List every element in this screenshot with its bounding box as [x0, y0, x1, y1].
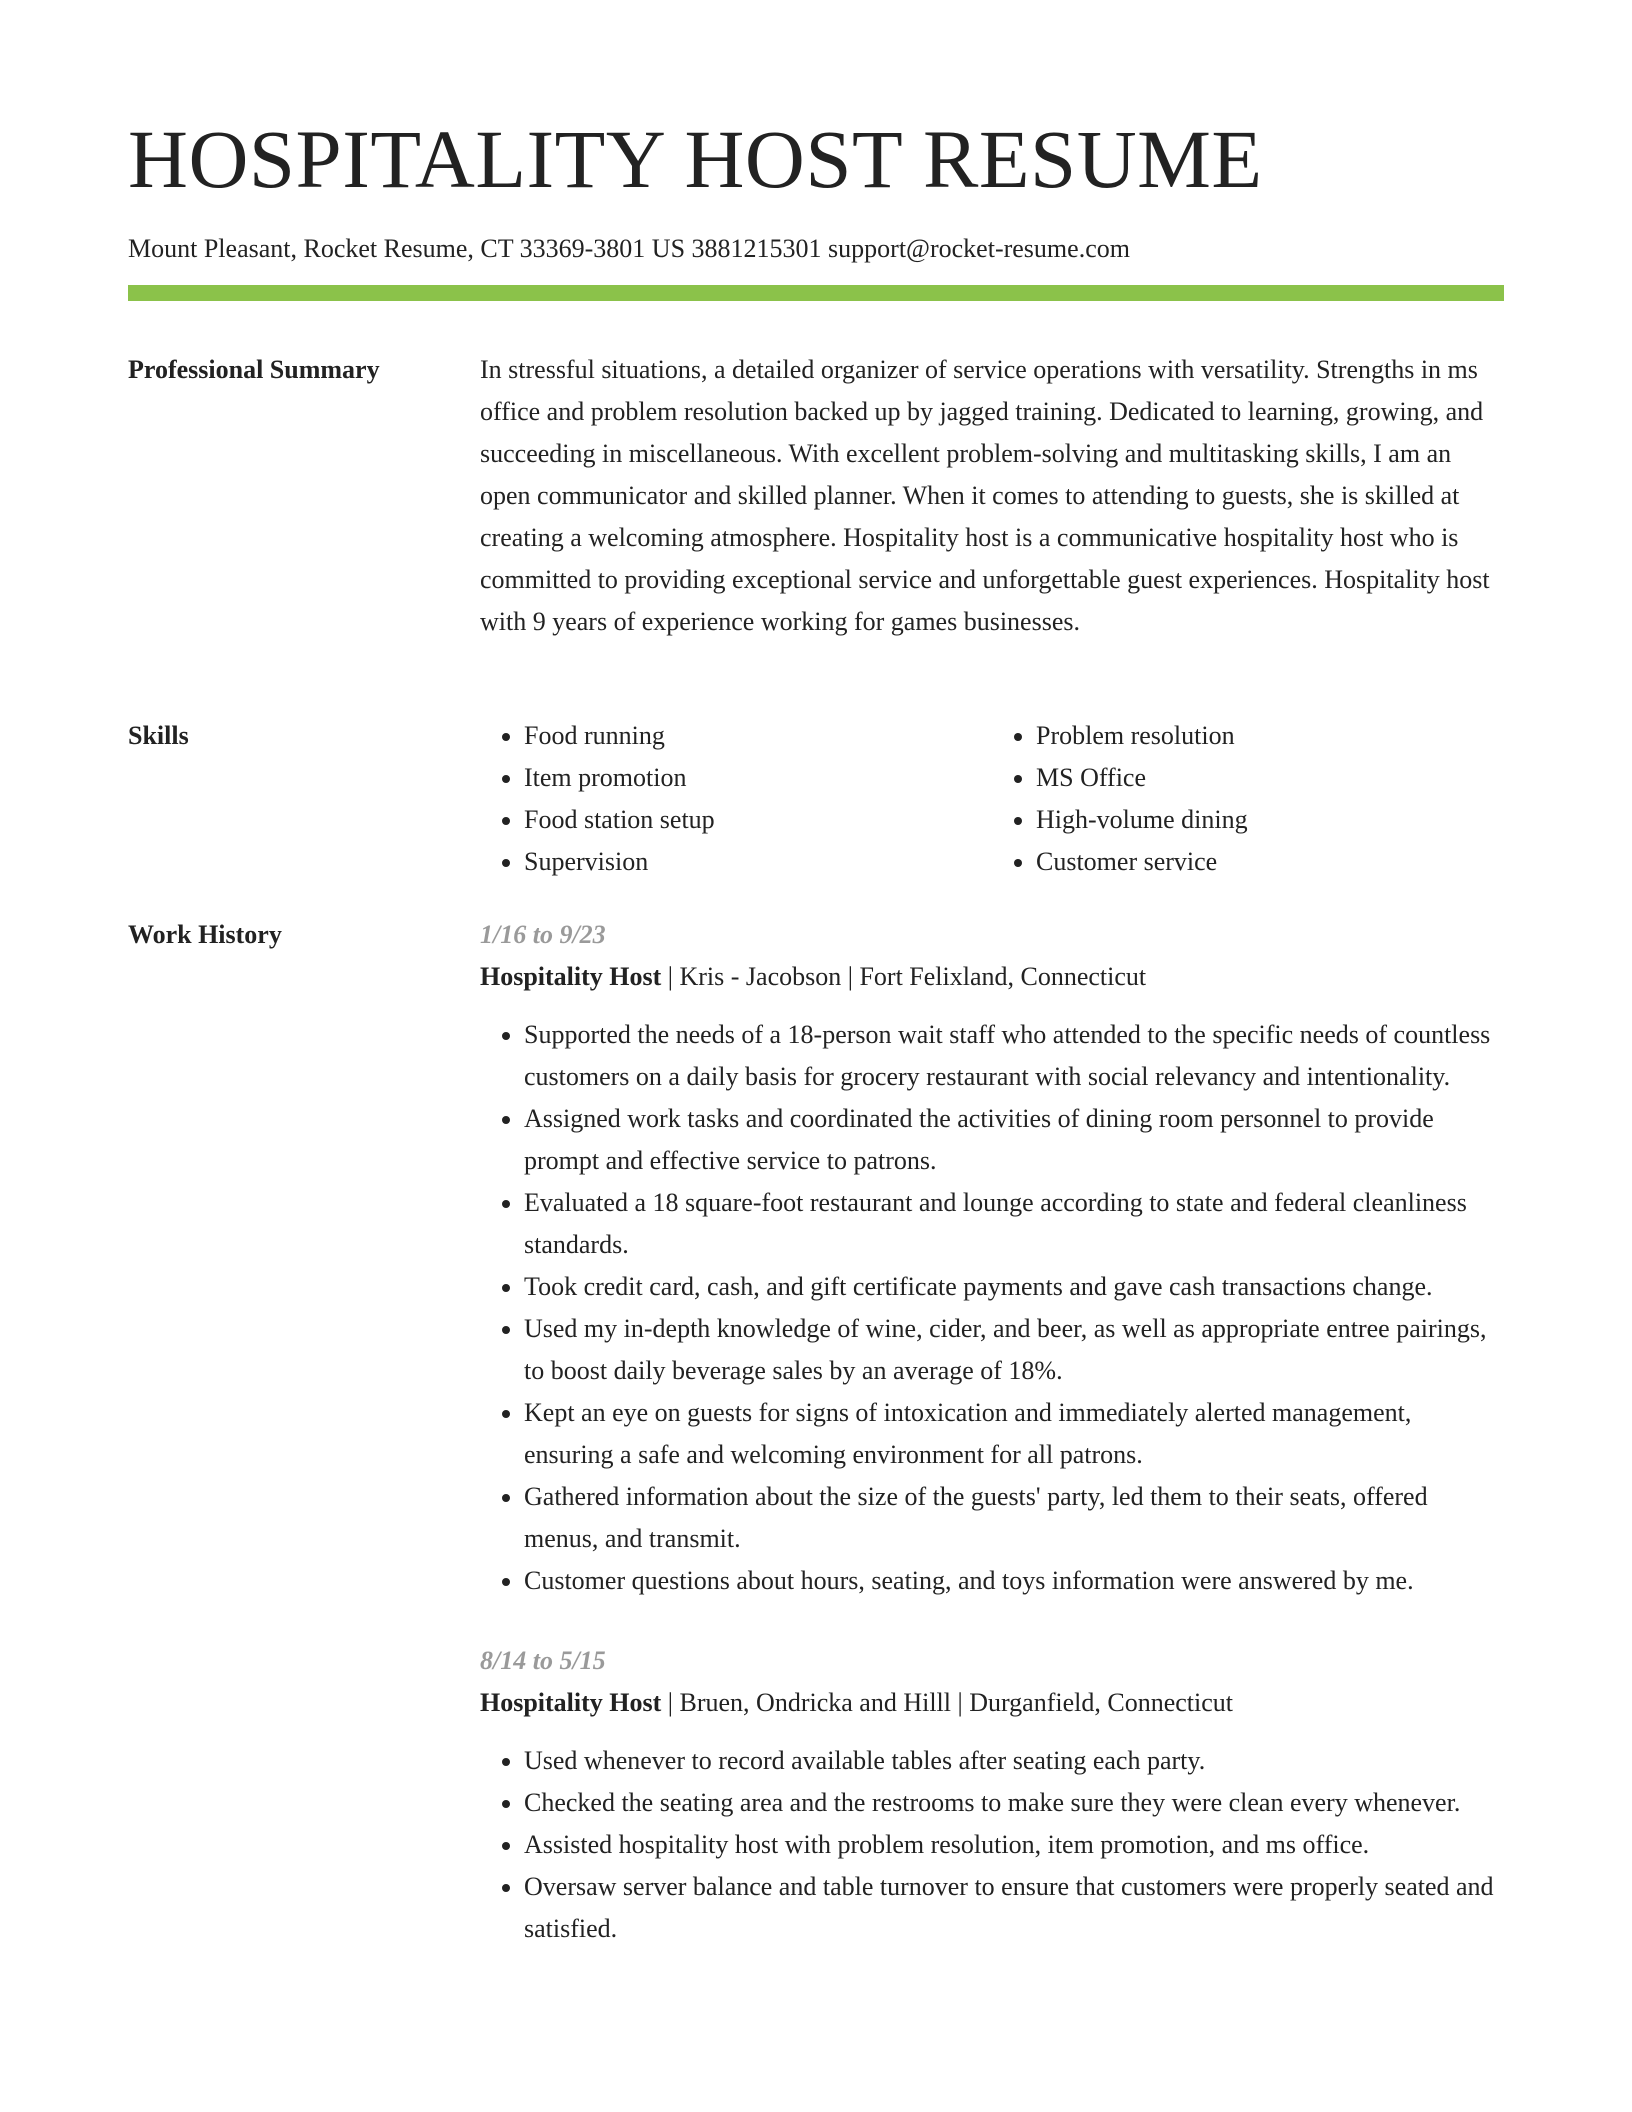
header-divider — [128, 285, 1504, 301]
job-title-line — [480, 1682, 1504, 1724]
job-bullet: • Assigned work tasks and coordinated the activities of dining room personnel to provide prompt and effective service to patrons. — [524, 1098, 1504, 1182]
job-bullets — [480, 1740, 1504, 1950]
summary-label: Professional Summary — [128, 355, 380, 384]
contact-line: Mount Pleasant, Rocket Resume, CT 33369-3801 US 3881215301 support@rocket-resume.com — [128, 234, 1130, 263]
skills-column-1 — [480, 715, 992, 883]
skills-grid — [480, 715, 1504, 883]
job-bullet: • Supported the needs of a 18-person wait staff who attended to the specific needs of countless customers on a daily basis for grocery restaurant with social relevancy and intentionality. — [524, 1014, 1504, 1098]
job-entry — [480, 914, 1504, 1602]
job-title-line — [480, 956, 1504, 998]
job-dates: 8/14 to 5/15 — [480, 1646, 606, 1675]
work-history-body — [480, 914, 1504, 1988]
skill-item: • MS Office — [1036, 757, 1504, 799]
job-bullet: • Took credit card, cash, and gift certificate payments and gave cash transactions change. — [524, 1266, 1504, 1308]
resume-title: HOSPITALITY HOST RESUME — [128, 113, 1263, 205]
job-dates: 1/16 to 9/23 — [480, 920, 606, 949]
job-bullet: • Evaluated a 18 square-foot restaurant and lounge according to state and federal cleanliness standards. — [524, 1182, 1504, 1266]
skill-item: • High-volume dining — [1036, 799, 1504, 841]
skill-item: • Problem resolution — [1036, 715, 1504, 757]
skill-item: • Item promotion — [524, 757, 992, 799]
skills-label: Skills — [128, 721, 189, 750]
job-bullet: • Gathered information about the size of the guests' party, led them to their seats, offered menus, and transmit. — [524, 1476, 1504, 1560]
work-history-label: Work History — [128, 920, 282, 949]
skill-item: • Supervision — [524, 841, 992, 883]
job-bullet: • Assisted hospitality host with problem resolution, item promotion, and ms office. — [524, 1824, 1504, 1866]
job-bullet: • Kept an eye on guests for signs of intoxication and immediately alerted management, ensuring a safe and welcoming environment for all patrons. — [524, 1392, 1504, 1476]
job-bullet: • Used whenever to record available tables after seating each party. — [524, 1740, 1504, 1782]
job-bullet: • Customer questions about hours, seating, and toys information were answered by me. — [524, 1560, 1504, 1602]
job-bullet: • Used my in-depth knowledge of wine, cider, and beer, as well as appropriate entree pairings, to boost daily beverage sales by an average of 18%. — [524, 1308, 1504, 1392]
job-bullet: • Checked the seating area and the restrooms to make sure they were clean every whenever. — [524, 1782, 1504, 1824]
summary-body — [480, 349, 1504, 643]
job-title: Hospitality Host — [480, 962, 662, 991]
skill-item: • Customer service — [1036, 841, 1504, 883]
skills-body — [480, 715, 1504, 883]
job-bullet: • Oversaw server balance and table turnover to ensure that customers were properly seated and satisfied. — [524, 1866, 1504, 1950]
skill-item: • Food running — [524, 715, 992, 757]
job-entry — [480, 1640, 1504, 1950]
job-details: | Kris - Jacobson | Fort Felixland, Connecticut — [661, 962, 1147, 991]
job-title: Hospitality Host — [480, 1688, 662, 1717]
job-bullets — [480, 1014, 1504, 1602]
skills-column-2 — [992, 715, 1504, 883]
skill-item: • Food station setup — [524, 799, 992, 841]
job-details: | Bruen, Ondricka and Hilll | Durganfield, Connecticut — [661, 1688, 1233, 1717]
summary-text: In stressful situations, a detailed organizer of service operations with versatility. Strengths in ms office and problem resolution backed up by jagged training. Dedicated to learning, growing, and succeeding in miscellaneous. With excellent problem-solving and multitasking skills, I am an open communicator and skilled planner. When it comes to attending to guests, she is skilled at creating a welcoming atmosphere. Hospitality host is a communicative hospitality host who is committed to providing exceptional service and unforgettable guest experiences. Hospitality host with 9 years of experience working for games businesses. — [480, 355, 1490, 636]
